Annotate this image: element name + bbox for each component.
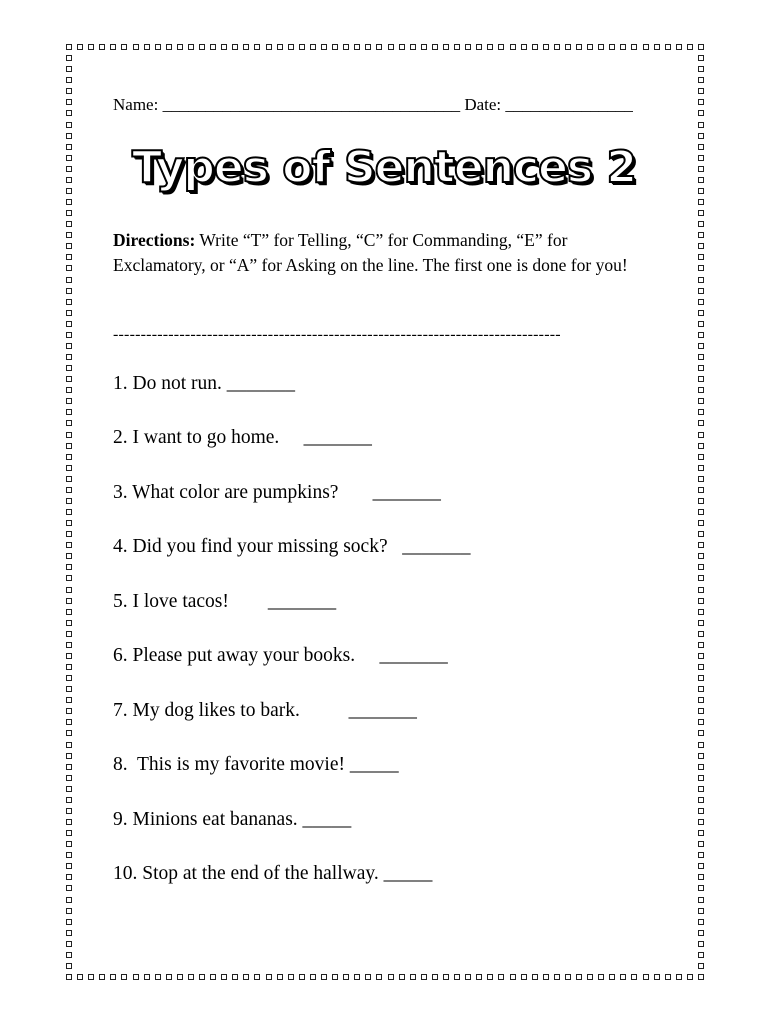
border-dot (299, 974, 305, 980)
border-dot (66, 775, 72, 781)
border-dot (66, 454, 72, 460)
border-dot (521, 974, 527, 980)
border-dot (587, 44, 593, 50)
sentence-item-2[interactable]: 2. I want to go home. _______ (113, 427, 372, 448)
sentence-item-10[interactable]: 10. Stop at the end of the hallway. _____ (113, 863, 433, 884)
border-dot (277, 974, 283, 980)
border-dot (698, 542, 704, 548)
border-dot (166, 44, 172, 50)
border-dot (698, 575, 704, 581)
border-dot (66, 77, 72, 83)
border-dot (66, 885, 72, 891)
border-dot (698, 697, 704, 703)
border-dot (365, 974, 371, 980)
border-dot (66, 376, 72, 382)
border-dot (288, 44, 294, 50)
border-dot (66, 564, 72, 570)
sentence-item-7[interactable]: 7. My dog likes to bark. _______ (113, 700, 417, 721)
border-dot (199, 974, 205, 980)
border-dot (66, 753, 72, 759)
border-dot (410, 974, 416, 980)
border-dot (510, 974, 516, 980)
border-dot (598, 974, 604, 980)
border-dot (99, 974, 105, 980)
border-dot (698, 941, 704, 947)
border-dot (432, 974, 438, 980)
border-dot (498, 44, 504, 50)
border-dot (698, 642, 704, 648)
border-dot (66, 553, 72, 559)
border-dot (676, 974, 682, 980)
border-dot (698, 343, 704, 349)
border-dot (199, 44, 205, 50)
border-dot (144, 44, 150, 50)
border-dot (66, 575, 72, 581)
border-dot (66, 952, 72, 958)
border-dot (698, 332, 704, 338)
border-dot (698, 509, 704, 515)
border-dot (110, 974, 116, 980)
border-dot (698, 310, 704, 316)
border-dot (66, 321, 72, 327)
border-dot (698, 454, 704, 460)
border-dot (66, 110, 72, 116)
border-dot (277, 44, 283, 50)
sentence-item-5[interactable]: 5. I love tacos! _______ (113, 591, 337, 612)
border-dot (698, 265, 704, 271)
border-dot (66, 443, 72, 449)
border-dot (598, 44, 604, 50)
border-dot (332, 44, 338, 50)
border-dot (698, 288, 704, 294)
border-dot (66, 742, 72, 748)
border-dot (476, 974, 482, 980)
border-dot (88, 44, 94, 50)
border-dot (177, 974, 183, 980)
border-dot (698, 99, 704, 105)
border-dot (188, 974, 194, 980)
border-dot (66, 697, 72, 703)
border-dot (698, 686, 704, 692)
border-dot (698, 631, 704, 637)
border-dot (698, 664, 704, 670)
border-dot (66, 863, 72, 869)
border-dot (354, 44, 360, 50)
border-dot (66, 963, 72, 969)
border-dot (155, 44, 161, 50)
border-dot (698, 730, 704, 736)
sentence-item-3[interactable]: 3. What color are pumpkins? _______ (113, 482, 441, 503)
border-dot (321, 44, 327, 50)
border-dot (698, 409, 704, 415)
border-dot (698, 587, 704, 593)
border-dot (698, 199, 704, 205)
border-dot (576, 44, 582, 50)
border-dot (399, 974, 405, 980)
border-dot (66, 88, 72, 94)
name-field[interactable]: Name: ___________________________________ (113, 95, 461, 114)
border-dot (66, 99, 72, 105)
border-dot (299, 44, 305, 50)
border-dot (66, 409, 72, 415)
border-dot (66, 55, 72, 61)
border-dot (66, 686, 72, 692)
border-dot (543, 44, 549, 50)
border-dot (631, 974, 637, 980)
sentence-item-4[interactable]: 4. Did you find your missing sock? _______ (113, 536, 471, 557)
border-dot (66, 908, 72, 914)
border-dot (698, 88, 704, 94)
border-dot (66, 232, 72, 238)
border-dot (365, 44, 371, 50)
border-dot (110, 44, 116, 50)
border-dot (698, 77, 704, 83)
border-dot (266, 974, 272, 980)
border-dot (698, 708, 704, 714)
border-dot (698, 808, 704, 814)
border-dot (543, 974, 549, 980)
border-dot (698, 908, 704, 914)
border-dot (487, 44, 493, 50)
border-dot (66, 387, 72, 393)
border-dot (643, 44, 649, 50)
border-dot (698, 420, 704, 426)
border-dot (66, 664, 72, 670)
border-dot (698, 897, 704, 903)
border-dot (99, 44, 105, 50)
border-dot (443, 44, 449, 50)
border-dot (698, 719, 704, 725)
border-dot (698, 742, 704, 748)
border-dot (266, 44, 272, 50)
border-dot (554, 974, 560, 980)
border-dot (66, 133, 72, 139)
border-dot (609, 44, 615, 50)
border-dot (66, 598, 72, 604)
border-dot (698, 387, 704, 393)
border-dot (487, 974, 493, 980)
border-dot (565, 974, 571, 980)
border-dot (66, 941, 72, 947)
border-dot (676, 44, 682, 50)
border-dot (465, 44, 471, 50)
border-dot (343, 974, 349, 980)
border-dot (399, 44, 405, 50)
border-dot (254, 974, 260, 980)
border-dot (66, 66, 72, 72)
border-dot (698, 498, 704, 504)
border-dot (698, 487, 704, 493)
border-dot (66, 199, 72, 205)
border-dot (66, 841, 72, 847)
border-dot (698, 919, 704, 925)
border-dot (232, 44, 238, 50)
border-dot (698, 753, 704, 759)
border-dot (698, 243, 704, 249)
border-dot (210, 974, 216, 980)
border-dot (354, 974, 360, 980)
border-dot (288, 974, 294, 980)
border-dot (188, 44, 194, 50)
border-dot (620, 44, 626, 50)
border-dot (654, 974, 660, 980)
border-dot (698, 232, 704, 238)
border-dot (66, 265, 72, 271)
border-dot (665, 44, 671, 50)
border-dot (698, 398, 704, 404)
border-dot (698, 376, 704, 382)
border-dot (498, 974, 504, 980)
border-dot (576, 974, 582, 980)
border-dot (66, 919, 72, 925)
border-dot (665, 974, 671, 980)
border-dot (343, 44, 349, 50)
border-dot (66, 974, 72, 980)
border-dot (698, 952, 704, 958)
border-dot (698, 775, 704, 781)
border-dot (698, 564, 704, 570)
border-dot (698, 221, 704, 227)
border-dot (66, 808, 72, 814)
border-dot (133, 44, 139, 50)
border-dot (66, 210, 72, 216)
border-dot (66, 631, 72, 637)
sentence-item-1[interactable]: 1. Do not run. _______ (113, 373, 295, 394)
border-dot (66, 897, 72, 903)
border-dot (66, 476, 72, 482)
border-dot (66, 830, 72, 836)
border-dot (698, 465, 704, 471)
border-dot (698, 531, 704, 537)
border-dot (243, 974, 249, 980)
border-dot (698, 277, 704, 283)
border-dot (332, 974, 338, 980)
border-dot (620, 974, 626, 980)
border-dot (66, 764, 72, 770)
border-dot (66, 365, 72, 371)
border-dot (454, 44, 460, 50)
border-dot (532, 974, 538, 980)
border-dot (698, 963, 704, 969)
border-dot (587, 974, 593, 980)
border-dot (121, 974, 127, 980)
border-dot (144, 974, 150, 980)
border-dot (66, 708, 72, 714)
divider-line: --------------------------------------------------------------------------------- (113, 326, 561, 343)
border-dot (310, 974, 316, 980)
border-dot (88, 974, 94, 980)
border-dot (66, 398, 72, 404)
border-dot (221, 44, 227, 50)
border-dot (66, 675, 72, 681)
header-line (113, 95, 633, 115)
border-dot (510, 44, 516, 50)
border-dot (66, 221, 72, 227)
border-dot (66, 288, 72, 294)
border-dot (421, 974, 427, 980)
border-dot (521, 44, 527, 50)
border-dot (66, 730, 72, 736)
border-dot (66, 332, 72, 338)
border-dot (66, 786, 72, 792)
border-dot (221, 974, 227, 980)
border-dot (698, 797, 704, 803)
border-dot (388, 974, 394, 980)
border-dot (66, 653, 72, 659)
border-dot (698, 598, 704, 604)
border-dot (77, 974, 83, 980)
border-dot (410, 44, 416, 50)
border-dot (421, 44, 427, 50)
border-dot (698, 885, 704, 891)
border-dot (609, 974, 615, 980)
border-dot (66, 531, 72, 537)
border-dot (698, 520, 704, 526)
border-dot (698, 122, 704, 128)
border-dot (698, 476, 704, 482)
border-dot (66, 520, 72, 526)
border-dot (66, 277, 72, 283)
border-dot (454, 974, 460, 980)
border-dot (66, 797, 72, 803)
border-dot (698, 354, 704, 360)
border-dot (698, 930, 704, 936)
border-dot (321, 974, 327, 980)
border-dot (698, 609, 704, 615)
border-dot (66, 620, 72, 626)
border-dot (698, 852, 704, 858)
border-dot (698, 254, 704, 260)
border-dot (476, 44, 482, 50)
border-dot (66, 930, 72, 936)
border-dot (698, 764, 704, 770)
border-dot (432, 44, 438, 50)
border-dot (698, 786, 704, 792)
sentence-item-6[interactable]: 6. Please put away your books. _______ (113, 645, 448, 666)
border-dot (698, 819, 704, 825)
border-dot (698, 365, 704, 371)
border-dot (254, 44, 260, 50)
border-dot (66, 609, 72, 615)
border-dot (177, 44, 183, 50)
border-dot (654, 44, 660, 50)
border-dot (155, 974, 161, 980)
border-dot (698, 443, 704, 449)
border-dot (166, 974, 172, 980)
border-dot (66, 852, 72, 858)
border-dot (210, 44, 216, 50)
border-dot (698, 44, 704, 50)
border-dot (232, 974, 238, 980)
border-dot (698, 974, 704, 980)
border-dot (643, 974, 649, 980)
border-dot (687, 974, 693, 980)
worksheet-title: Types of Sentences 2 (131, 142, 637, 193)
sentence-item-8[interactable]: 8. This is my favorite movie! _____ (113, 754, 399, 775)
border-dot (565, 44, 571, 50)
border-dot (66, 432, 72, 438)
border-dot (631, 44, 637, 50)
border-dot (698, 863, 704, 869)
border-dot (698, 553, 704, 559)
border-dot (376, 974, 382, 980)
border-dot (66, 498, 72, 504)
border-dot (698, 133, 704, 139)
border-dot (121, 44, 127, 50)
border-dot (698, 432, 704, 438)
border-dot (66, 465, 72, 471)
directions-paragraph (113, 228, 658, 277)
border-dot (310, 44, 316, 50)
border-dot (554, 44, 560, 50)
border-dot (698, 210, 704, 216)
border-dot (698, 830, 704, 836)
border-dot (698, 110, 704, 116)
border-dot (698, 841, 704, 847)
border-dot (698, 874, 704, 880)
border-dot (698, 299, 704, 305)
border-dot (687, 44, 693, 50)
directions-text: Write “T” for Telling, “C” for Commanding, “E” for Exclamatory, or “A” for Asking on the line. The first one is done for you! (113, 230, 628, 275)
border-dot (698, 66, 704, 72)
border-dot (698, 653, 704, 659)
directions-label: Directions: (113, 230, 196, 250)
border-dot (698, 321, 704, 327)
border-dot (698, 55, 704, 61)
border-dot (66, 310, 72, 316)
border-dot (66, 587, 72, 593)
border-dot (66, 642, 72, 648)
border-dot (133, 974, 139, 980)
border-dot (66, 874, 72, 880)
border-dot (66, 819, 72, 825)
border-dot (66, 254, 72, 260)
border-dot (66, 122, 72, 128)
border-dot (66, 354, 72, 360)
border-dot (443, 974, 449, 980)
border-dot (66, 509, 72, 515)
border-dot (66, 420, 72, 426)
border-dot (66, 44, 72, 50)
border-dot (388, 44, 394, 50)
border-dot (532, 44, 538, 50)
sentence-item-9[interactable]: 9. Minions eat bananas. _____ (113, 809, 352, 830)
border-dot (698, 675, 704, 681)
border-dot (66, 343, 72, 349)
border-dot (243, 44, 249, 50)
border-dot (66, 299, 72, 305)
border-dot (66, 243, 72, 249)
border-dot (66, 542, 72, 548)
border-dot (698, 620, 704, 626)
border-dot (77, 44, 83, 50)
border-dot (465, 974, 471, 980)
border-dot (376, 44, 382, 50)
border-dot (66, 487, 72, 493)
border-dot (66, 719, 72, 725)
date-field[interactable]: Date: _______________ (464, 95, 633, 114)
